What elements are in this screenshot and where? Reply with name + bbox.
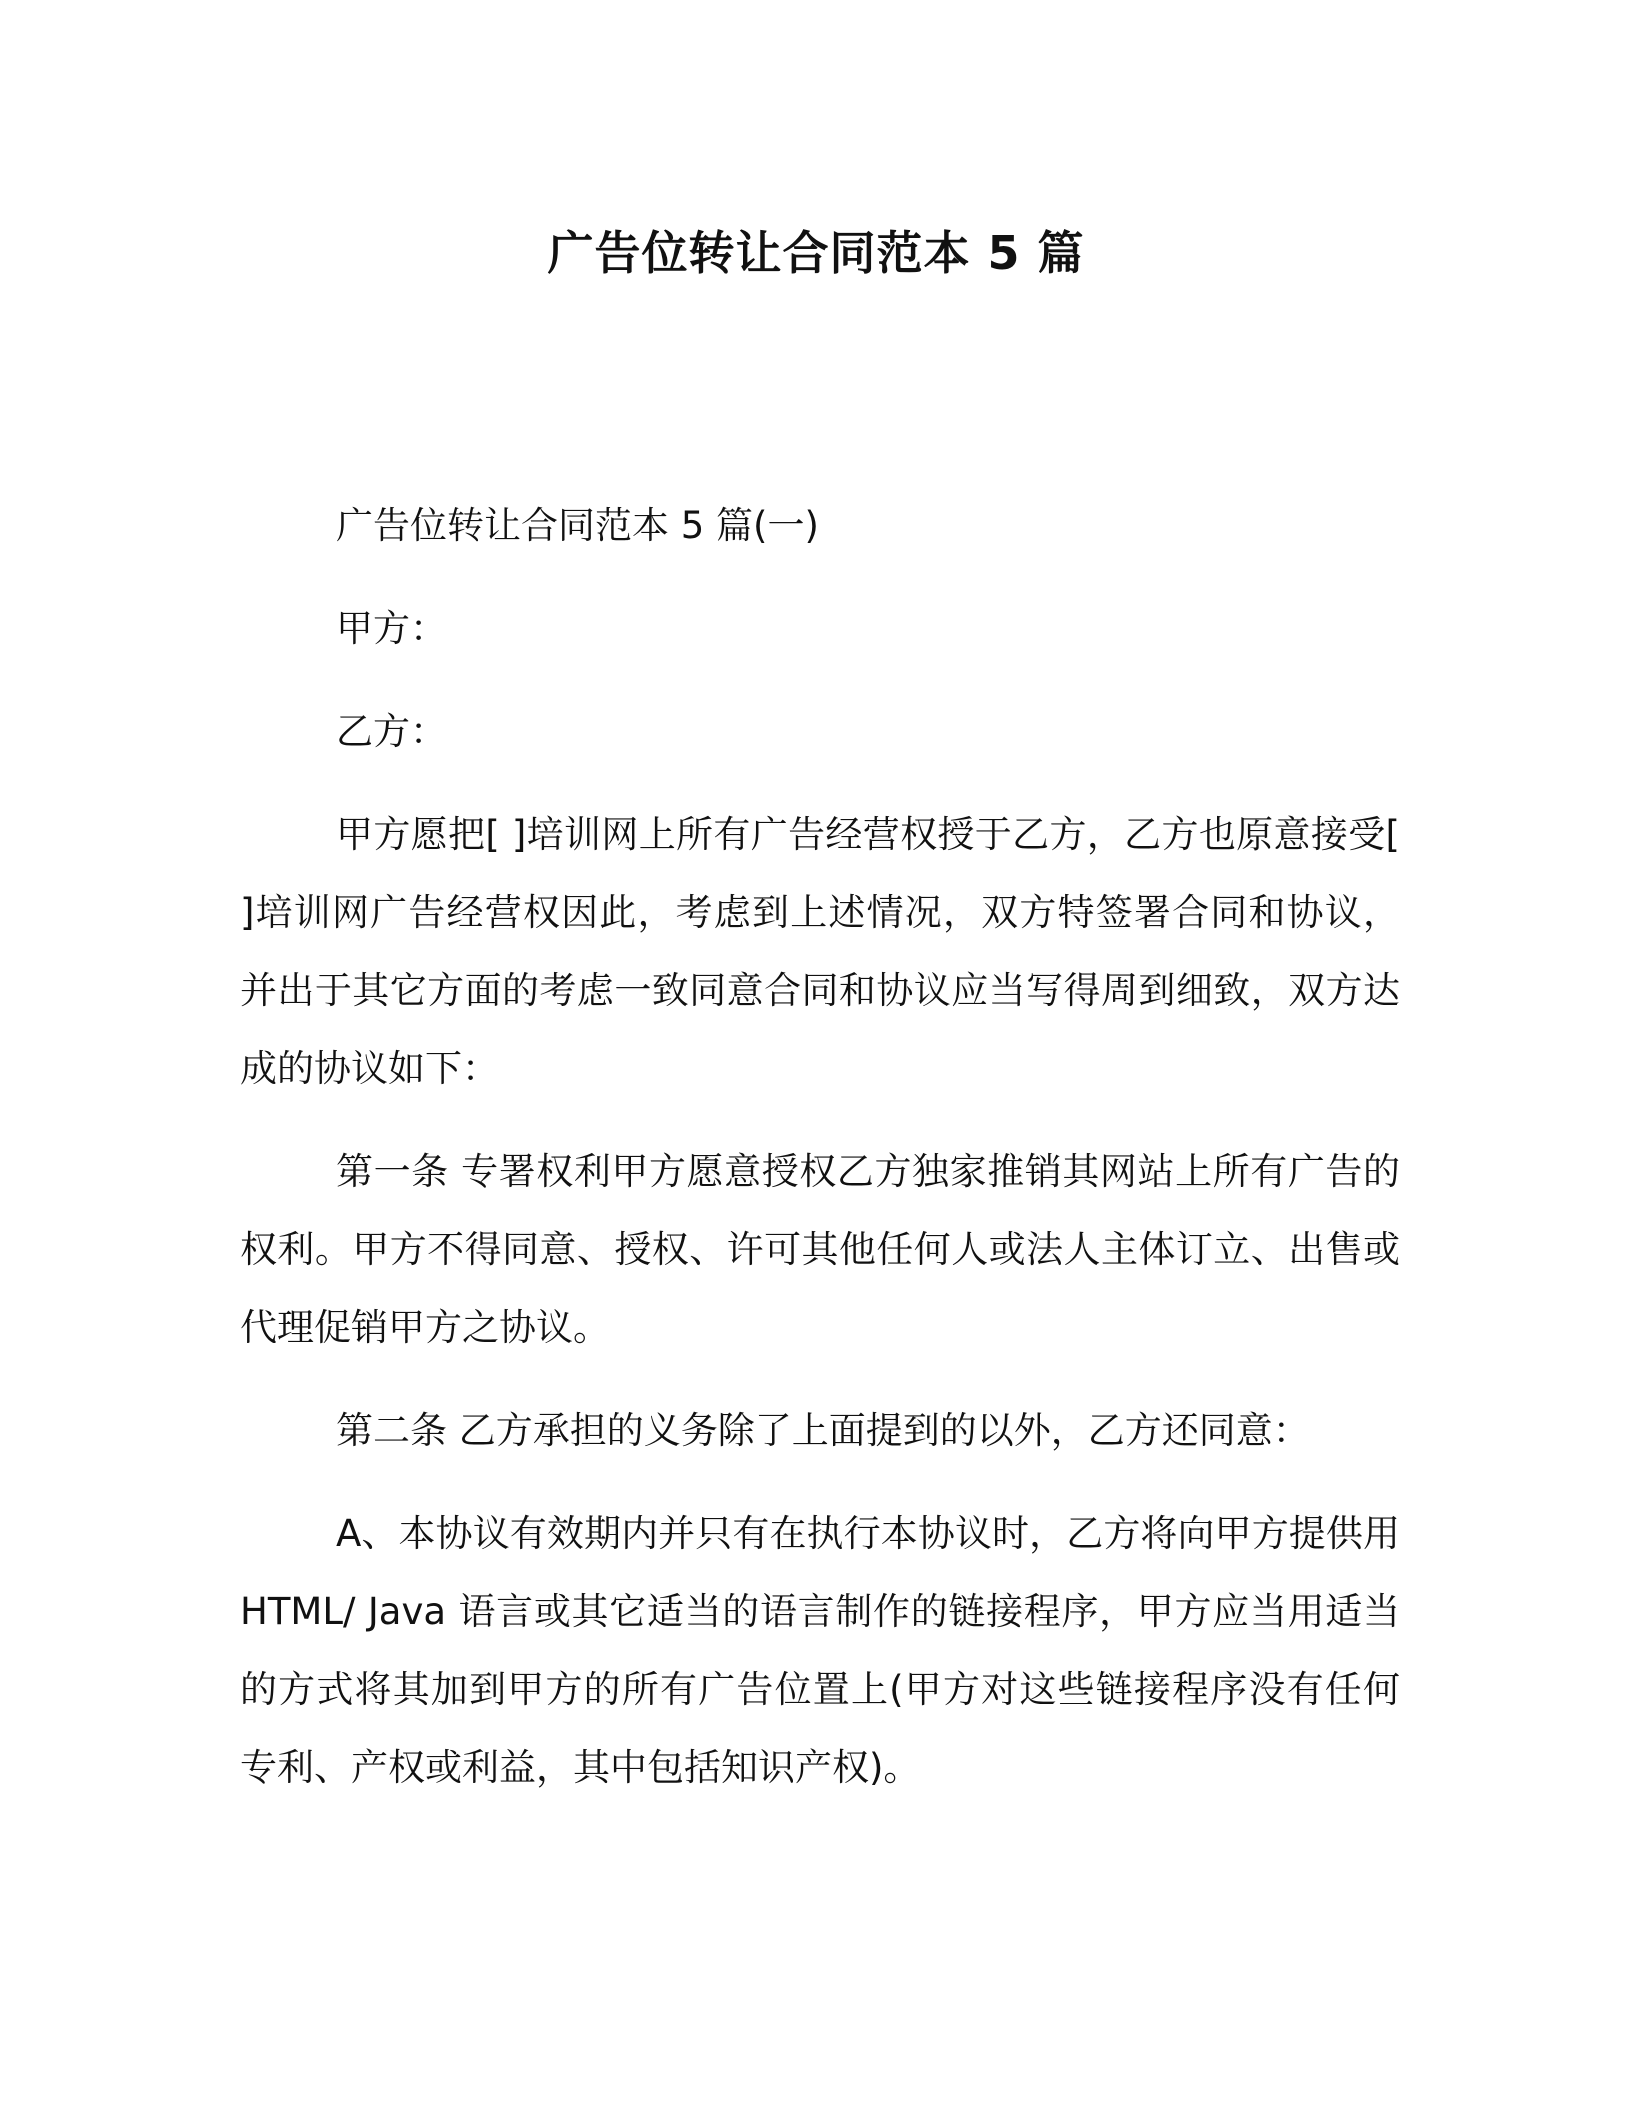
clause-a-paragraph: A、本协议有效期内并只有在执行本协议时，乙方将向甲方提供用 HTML/ Java 语言或其它适当的语言制作的链接程序，甲方应当用适当的方式将其加到甲方的所有广告位置上(甲方对这些链接程序没有任何专利、产权或利益，其中包括知识产权)。 — [240, 1512, 1400, 1789]
party-a-line: 甲方： — [336, 607, 447, 650]
party-b-line: 乙方： — [336, 710, 447, 753]
document-body — [240, 487, 1400, 1807]
document-title: 广告位转让合同范本 5 篇 — [547, 226, 1085, 280]
article-2-paragraph: 第二条 乙方承担的义务除了上面提到的以外，乙方还同意： — [336, 1409, 1310, 1452]
section-heading: 广告位转让合同范本 5 篇(一) — [336, 504, 819, 547]
article-1-paragraph: 第一条 专署权利甲方愿意授权乙方独家推销其网站上所有广告的权利。甲方不得同意、授权、许可其他任何人或法人主体订立、出售或代理促销甲方之协议。 — [240, 1150, 1400, 1349]
preamble-paragraph: 甲方愿把[ ]培训网上所有广告经营权授于乙方，乙方也原意接受[ ]培训网广告经营权因此，考虑到上述情况，双方特签署合同和协议，并出于其它方面的考虑一致同意合同和协议应当写得周到细致，双方达成的协议如下： — [240, 813, 1400, 1090]
